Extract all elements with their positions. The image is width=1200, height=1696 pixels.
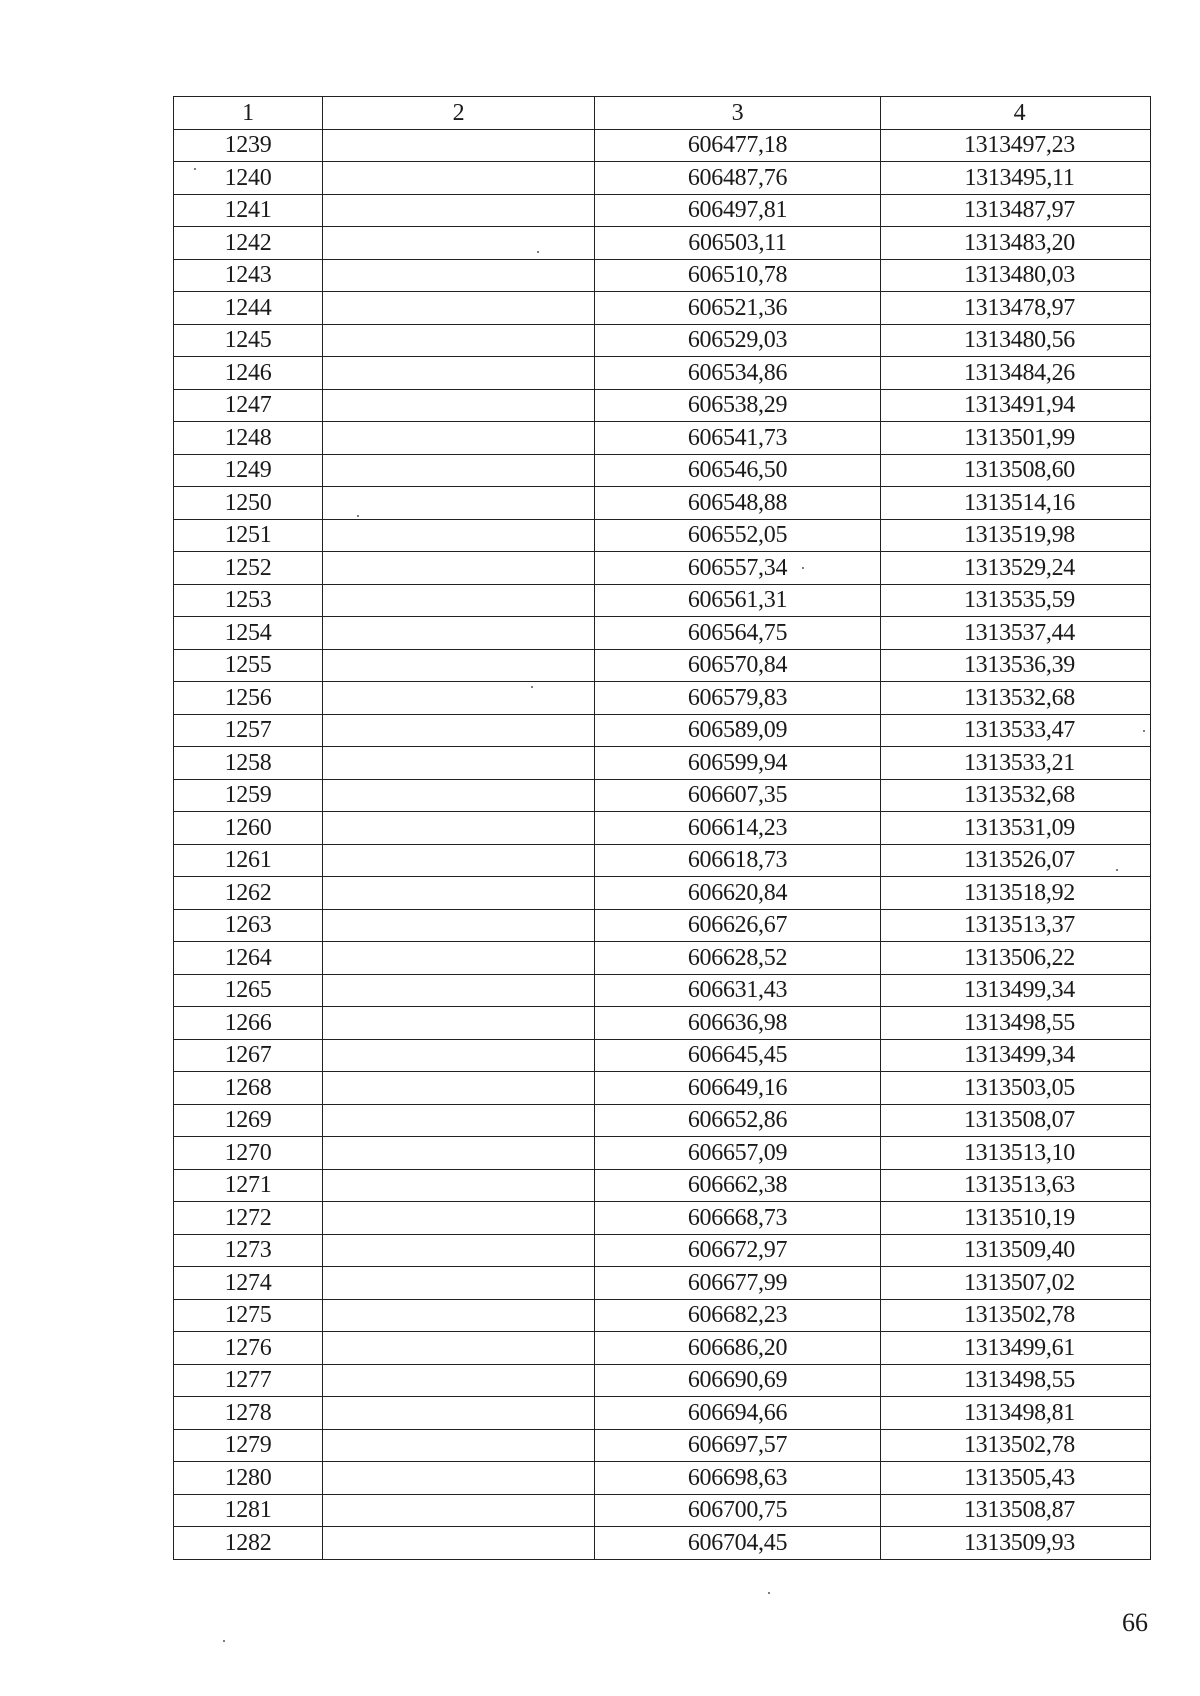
y-coordinate-cell: 1313506,22 (881, 942, 1151, 975)
description-cell (323, 422, 595, 455)
y-coordinate-cell: 1313484,26 (881, 357, 1151, 390)
x-coordinate-cell: 606636,98 (595, 1007, 881, 1040)
x-coordinate-cell: 606618,73 (595, 844, 881, 877)
description-cell (323, 259, 595, 292)
x-coordinate-cell: 606557,34 (595, 552, 881, 585)
table-row (174, 1267, 1151, 1300)
table-row (174, 1364, 1151, 1397)
y-coordinate-cell: 1313491,94 (881, 389, 1151, 422)
x-coordinate-cell: 606631,43 (595, 974, 881, 1007)
description-cell (323, 1527, 595, 1560)
y-coordinate-cell: 1313532,68 (881, 779, 1151, 812)
point-number-cell: 1282 (174, 1527, 323, 1560)
y-coordinate-cell: 1313514,16 (881, 487, 1151, 520)
description-cell (323, 1397, 595, 1430)
description-cell (323, 357, 595, 390)
point-number-cell: 1266 (174, 1007, 323, 1040)
point-number-cell: 1258 (174, 747, 323, 780)
point-number-cell: 1276 (174, 1332, 323, 1365)
description-cell (323, 649, 595, 682)
x-coordinate-cell: 606607,35 (595, 779, 881, 812)
table-row (174, 422, 1151, 455)
x-coordinate-cell: 606652,86 (595, 1104, 881, 1137)
description-cell (323, 844, 595, 877)
x-coordinate-cell: 606552,05 (595, 519, 881, 552)
scan-speck (802, 567, 804, 569)
x-coordinate-cell: 606599,94 (595, 747, 881, 780)
description-cell (323, 1039, 595, 1072)
description-cell (323, 617, 595, 650)
point-number-cell: 1259 (174, 779, 323, 812)
y-coordinate-cell: 1313533,47 (881, 714, 1151, 747)
y-coordinate-cell: 1313505,43 (881, 1462, 1151, 1495)
y-coordinate-cell: 1313537,44 (881, 617, 1151, 650)
point-number-cell: 1256 (174, 682, 323, 715)
y-coordinate-cell: 1313508,07 (881, 1104, 1151, 1137)
table-row (174, 682, 1151, 715)
y-coordinate-cell: 1313529,24 (881, 552, 1151, 585)
description-cell (323, 1169, 595, 1202)
y-coordinate-cell: 1313508,60 (881, 454, 1151, 487)
y-coordinate-cell: 1313531,09 (881, 812, 1151, 845)
y-coordinate-cell: 1313502,78 (881, 1429, 1151, 1462)
x-coordinate-cell: 606697,57 (595, 1429, 881, 1462)
table-row (174, 389, 1151, 422)
point-number-cell: 1265 (174, 974, 323, 1007)
y-coordinate-cell: 1313480,03 (881, 259, 1151, 292)
point-number-cell: 1273 (174, 1234, 323, 1267)
description-cell (323, 1234, 595, 1267)
x-coordinate-cell: 606589,09 (595, 714, 881, 747)
point-number-cell: 1252 (174, 552, 323, 585)
x-coordinate-cell: 606672,97 (595, 1234, 881, 1267)
table-row (174, 552, 1151, 585)
point-number-cell: 1240 (174, 162, 323, 195)
point-number-cell: 1255 (174, 649, 323, 682)
point-number-cell: 1263 (174, 909, 323, 942)
x-coordinate-cell: 606548,88 (595, 487, 881, 520)
y-coordinate-cell: 1313499,34 (881, 974, 1151, 1007)
table-row (174, 227, 1151, 260)
description-cell (323, 747, 595, 780)
table-row (174, 1429, 1151, 1462)
description-cell (323, 1332, 595, 1365)
point-number-cell: 1268 (174, 1072, 323, 1105)
description-cell (323, 714, 595, 747)
table-row (174, 454, 1151, 487)
x-coordinate-cell: 606614,23 (595, 812, 881, 845)
table-row (174, 194, 1151, 227)
table-row (174, 617, 1151, 650)
x-coordinate-cell: 606645,45 (595, 1039, 881, 1072)
table-row (174, 259, 1151, 292)
x-coordinate-cell: 606628,52 (595, 942, 881, 975)
y-coordinate-cell: 1313483,20 (881, 227, 1151, 260)
point-number-cell: 1271 (174, 1169, 323, 1202)
y-coordinate-cell: 1313498,55 (881, 1364, 1151, 1397)
description-cell (323, 812, 595, 845)
table-row (174, 1397, 1151, 1430)
x-coordinate-cell: 606529,03 (595, 324, 881, 357)
table-row (174, 1332, 1151, 1365)
scan-speck (531, 686, 533, 688)
scan-speck (537, 251, 539, 253)
point-number-cell: 1249 (174, 454, 323, 487)
header-cell-2: 2 (323, 97, 595, 130)
y-coordinate-cell: 1313498,81 (881, 1397, 1151, 1430)
y-coordinate-cell: 1313507,02 (881, 1267, 1151, 1300)
description-cell (323, 487, 595, 520)
table-row (174, 747, 1151, 780)
y-coordinate-cell: 1313508,87 (881, 1494, 1151, 1527)
point-number-cell: 1244 (174, 292, 323, 325)
description-cell (323, 1494, 595, 1527)
x-coordinate-cell: 606620,84 (595, 877, 881, 910)
description-cell (323, 162, 595, 195)
scan-speck (357, 515, 359, 517)
coordinates-table (173, 96, 1151, 1560)
x-coordinate-cell: 606497,81 (595, 194, 881, 227)
y-coordinate-cell: 1313499,34 (881, 1039, 1151, 1072)
table-row (174, 1007, 1151, 1040)
table-row (174, 974, 1151, 1007)
point-number-cell: 1246 (174, 357, 323, 390)
description-cell (323, 1299, 595, 1332)
table-row (174, 1039, 1151, 1072)
description-cell (323, 909, 595, 942)
scan-speck (1143, 730, 1145, 732)
table-row (174, 1104, 1151, 1137)
x-coordinate-cell: 606649,16 (595, 1072, 881, 1105)
y-coordinate-cell: 1313497,23 (881, 129, 1151, 162)
table-row (174, 324, 1151, 357)
scan-speck (1116, 869, 1118, 871)
description-cell (323, 519, 595, 552)
x-coordinate-cell: 606700,75 (595, 1494, 881, 1527)
x-coordinate-cell: 606677,99 (595, 1267, 881, 1300)
x-coordinate-cell: 606662,38 (595, 1169, 881, 1202)
y-coordinate-cell: 1313509,40 (881, 1234, 1151, 1267)
point-number-cell: 1242 (174, 227, 323, 260)
y-coordinate-cell: 1313498,55 (881, 1007, 1151, 1040)
description-cell (323, 1007, 595, 1040)
y-coordinate-cell: 1313519,98 (881, 519, 1151, 552)
table-row (174, 1462, 1151, 1495)
description-cell (323, 1202, 595, 1235)
point-number-cell: 1270 (174, 1137, 323, 1170)
x-coordinate-cell: 606704,45 (595, 1527, 881, 1560)
table-row (174, 1169, 1151, 1202)
description-cell (323, 389, 595, 422)
table-row (174, 649, 1151, 682)
point-number-cell: 1260 (174, 812, 323, 845)
description-cell (323, 1429, 595, 1462)
table-row (174, 584, 1151, 617)
x-coordinate-cell: 606694,66 (595, 1397, 881, 1430)
description-cell (323, 324, 595, 357)
table-row (174, 129, 1151, 162)
description-cell (323, 1137, 595, 1170)
point-number-cell: 1279 (174, 1429, 323, 1462)
point-number-cell: 1269 (174, 1104, 323, 1137)
y-coordinate-cell: 1313536,39 (881, 649, 1151, 682)
x-coordinate-cell: 606564,75 (595, 617, 881, 650)
x-coordinate-cell: 606561,31 (595, 584, 881, 617)
description-cell (323, 454, 595, 487)
point-number-cell: 1277 (174, 1364, 323, 1397)
table-row (174, 519, 1151, 552)
point-number-cell: 1245 (174, 324, 323, 357)
point-number-cell: 1281 (174, 1494, 323, 1527)
description-cell (323, 1364, 595, 1397)
y-coordinate-cell: 1313503,05 (881, 1072, 1151, 1105)
description-cell (323, 877, 595, 910)
x-coordinate-cell: 606503,11 (595, 227, 881, 260)
y-coordinate-cell: 1313513,37 (881, 909, 1151, 942)
header-cell-3: 3 (595, 97, 881, 130)
table-body (174, 97, 1151, 1560)
point-number-cell: 1243 (174, 259, 323, 292)
x-coordinate-cell: 606510,78 (595, 259, 881, 292)
point-number-cell: 1274 (174, 1267, 323, 1300)
point-number-cell: 1264 (174, 942, 323, 975)
point-number-cell: 1257 (174, 714, 323, 747)
table-row (174, 1527, 1151, 1560)
y-coordinate-cell: 1313518,92 (881, 877, 1151, 910)
x-coordinate-cell: 606682,23 (595, 1299, 881, 1332)
scan-speck (194, 168, 196, 170)
point-number-cell: 1251 (174, 519, 323, 552)
description-cell (323, 194, 595, 227)
y-coordinate-cell: 1313513,10 (881, 1137, 1151, 1170)
table-row (174, 1072, 1151, 1105)
page-number: 66 (1122, 1608, 1148, 1637)
x-coordinate-cell: 606657,09 (595, 1137, 881, 1170)
table-row (174, 357, 1151, 390)
table-row (174, 779, 1151, 812)
x-coordinate-cell: 606579,83 (595, 682, 881, 715)
description-cell (323, 779, 595, 812)
description-cell (323, 552, 595, 585)
table-row (174, 877, 1151, 910)
description-cell (323, 227, 595, 260)
x-coordinate-cell: 606698,63 (595, 1462, 881, 1495)
x-coordinate-cell: 606570,84 (595, 649, 881, 682)
description-cell (323, 584, 595, 617)
table-row (174, 1234, 1151, 1267)
x-coordinate-cell: 606690,69 (595, 1364, 881, 1397)
description-cell (323, 129, 595, 162)
point-number-cell: 1275 (174, 1299, 323, 1332)
description-cell (323, 1104, 595, 1137)
table-row (174, 292, 1151, 325)
table-row (174, 1494, 1151, 1527)
x-coordinate-cell: 606668,73 (595, 1202, 881, 1235)
point-number-cell: 1239 (174, 129, 323, 162)
point-number-cell: 1278 (174, 1397, 323, 1430)
point-number-cell: 1267 (174, 1039, 323, 1072)
table-row (174, 1137, 1151, 1170)
y-coordinate-cell: 1313495,11 (881, 162, 1151, 195)
point-number-cell: 1247 (174, 389, 323, 422)
table-row (174, 1299, 1151, 1332)
y-coordinate-cell: 1313480,56 (881, 324, 1151, 357)
x-coordinate-cell: 606538,29 (595, 389, 881, 422)
description-cell (323, 292, 595, 325)
table-row (174, 942, 1151, 975)
x-coordinate-cell: 606477,18 (595, 129, 881, 162)
y-coordinate-cell: 1313533,21 (881, 747, 1151, 780)
header-cell-1: 1 (174, 97, 323, 130)
y-coordinate-cell: 1313478,97 (881, 292, 1151, 325)
table-row (174, 162, 1151, 195)
description-cell (323, 1072, 595, 1105)
y-coordinate-cell: 1313499,61 (881, 1332, 1151, 1365)
point-number-cell: 1253 (174, 584, 323, 617)
table-row (174, 812, 1151, 845)
scan-speck (768, 1592, 770, 1594)
x-coordinate-cell: 606686,20 (595, 1332, 881, 1365)
table-row (174, 1202, 1151, 1235)
y-coordinate-cell: 1313535,59 (881, 584, 1151, 617)
description-cell (323, 1267, 595, 1300)
description-cell (323, 974, 595, 1007)
point-number-cell: 1262 (174, 877, 323, 910)
x-coordinate-cell: 606534,86 (595, 357, 881, 390)
table-row (174, 714, 1151, 747)
y-coordinate-cell: 1313509,93 (881, 1527, 1151, 1560)
x-coordinate-cell: 606546,50 (595, 454, 881, 487)
x-coordinate-cell: 606626,67 (595, 909, 881, 942)
y-coordinate-cell: 1313487,97 (881, 194, 1151, 227)
y-coordinate-cell: 1313526,07 (881, 844, 1151, 877)
table-row (174, 909, 1151, 942)
x-coordinate-cell: 606521,36 (595, 292, 881, 325)
point-number-cell: 1248 (174, 422, 323, 455)
table-header-row (174, 97, 1151, 130)
y-coordinate-cell: 1313502,78 (881, 1299, 1151, 1332)
x-coordinate-cell: 606541,73 (595, 422, 881, 455)
point-number-cell: 1250 (174, 487, 323, 520)
header-cell-4: 4 (881, 97, 1151, 130)
point-number-cell: 1254 (174, 617, 323, 650)
scan-speck (223, 1640, 225, 1642)
y-coordinate-cell: 1313510,19 (881, 1202, 1151, 1235)
x-coordinate-cell: 606487,76 (595, 162, 881, 195)
point-number-cell: 1261 (174, 844, 323, 877)
description-cell (323, 942, 595, 975)
point-number-cell: 1272 (174, 1202, 323, 1235)
table-row (174, 487, 1151, 520)
point-number-cell: 1280 (174, 1462, 323, 1495)
y-coordinate-cell: 1313501,99 (881, 422, 1151, 455)
point-number-cell: 1241 (174, 194, 323, 227)
description-cell (323, 682, 595, 715)
description-cell (323, 1462, 595, 1495)
y-coordinate-cell: 1313532,68 (881, 682, 1151, 715)
table-row (174, 844, 1151, 877)
y-coordinate-cell: 1313513,63 (881, 1169, 1151, 1202)
